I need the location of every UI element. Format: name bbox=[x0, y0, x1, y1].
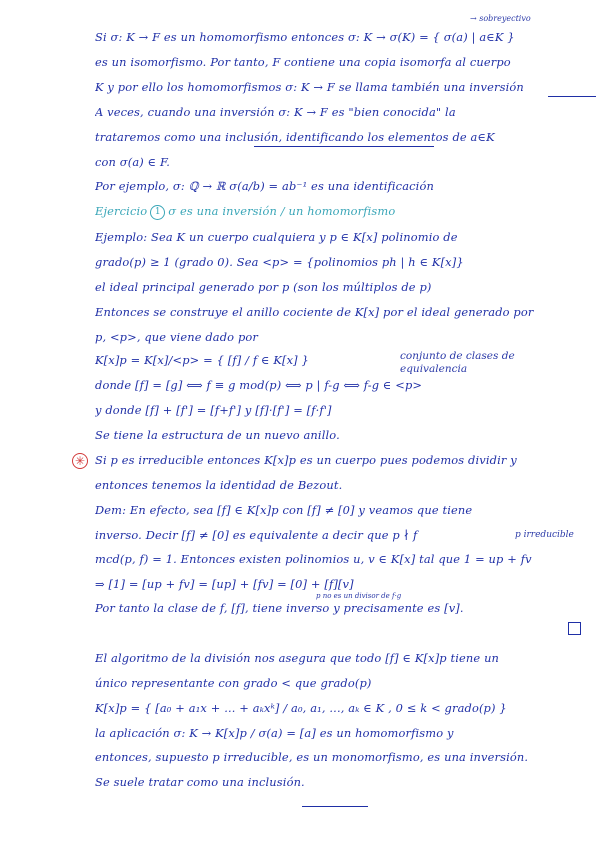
line-7: Por ejemplo, σ: ℚ → ℝ σ(a/b) = ab⁻¹ es una identificación bbox=[95, 179, 434, 193]
line-3: K y por ello los homomorfismos σ: K → F se llama también una inversión bbox=[95, 80, 524, 94]
exercise-line bbox=[95, 204, 595, 220]
line-12: Entonces se construye el anillo cociente de K[x] por el ideal generado por bbox=[95, 305, 534, 319]
end-rule bbox=[302, 806, 368, 807]
line-21: inverso. Decir [f] ≠ [0] es equivalente a decir que p ∤ f bbox=[95, 528, 418, 542]
line-20: Dem: En efecto, sea [f] ∈ K[x]p con [f] ≠ [0] y veamos que tiene bbox=[95, 503, 473, 517]
line-15: donde [f] = [g] ⟺ f ≡ g mod(p) ⟺ p | f-g ⟺ f-g ∈ <p> bbox=[95, 378, 423, 392]
line-19: entonces tenemos la identidad de Bezout. bbox=[95, 478, 343, 492]
line-22: mcd(p, f) = 1. Entonces existen polinomios u, v ∈ K[x] tal que 1 = up + fv bbox=[95, 552, 532, 566]
underline-inversion bbox=[548, 96, 596, 97]
line-28: la aplicación σ: K → K[x]p / σ(a) = [a] es un homomorfismo y bbox=[95, 726, 454, 740]
line-13: p, <p>, que viene dado por bbox=[95, 330, 259, 344]
underline-inclusion bbox=[254, 146, 310, 147]
exercise-label: Ejercicio bbox=[95, 204, 148, 218]
note-p-no-divisor: p no es un divisor de f·g bbox=[316, 592, 402, 600]
exercise-number: 1 bbox=[150, 205, 165, 220]
line-18: Si p es irreducible entonces K[x]p es un cuerpo pues podemos dividir y bbox=[95, 453, 517, 467]
note-sobreyectivo: → sobreyectivo bbox=[470, 14, 531, 23]
line-10: grado(p) ≥ 1 (grado 0). Sea <p> = {polinomios ph | h ∈ K[x]} bbox=[95, 255, 464, 269]
line-30: Se suele tratar como una inclusión. bbox=[95, 775, 305, 789]
line-14: K[x]p = K[x]/<p> = { [f] / f ∈ K[x] } bbox=[95, 353, 309, 367]
exercise-text: σ es una inversión / un homomorfismo bbox=[168, 204, 396, 218]
line-17: Se tiene la estructura de un nuevo anillo. bbox=[95, 428, 340, 442]
side-note-clases: conjunto de clases de equivalencia bbox=[400, 350, 515, 375]
line-1: Si σ: K → F es un homomorfismo entonces σ: K → σ(K) = { σ(a) | a∈K } bbox=[95, 30, 515, 44]
line-2: es un isomorfismo. Por tanto, F contiene una copia isomorfa al cuerpo bbox=[95, 55, 511, 69]
qed-square bbox=[568, 622, 581, 635]
line-23: ⇒ [1] = [up + fv] = [up] + [fv] = [0] + [f][v] bbox=[95, 577, 354, 591]
line-24: Por tanto la clase de f, [f], tiene inverso y precisamente es [v]. bbox=[95, 601, 464, 615]
line-6: con σ(a) ∈ F. bbox=[95, 155, 171, 169]
line-4: A veces, cuando una inversión σ: K → F es "bien conocida" la bbox=[95, 105, 456, 119]
line-5: trataremos como una inclusión, identificando los elementos de a∈K bbox=[95, 130, 495, 144]
line-29: entonces, supuesto p irreducible, es un monomorfismo, es una inversión. bbox=[95, 750, 529, 764]
line-27: K[x]p = { [a₀ + a₁x + ... + aₖxᵏ] / a₀, a₁, ..., aₖ ∈ K , 0 ≤ k < grado(p) } bbox=[95, 701, 507, 715]
asterisk-mark: ✳ bbox=[72, 453, 88, 469]
line-16: y donde [f] + [f'] = [f+f'] y [f]·[f'] = [f·f'] bbox=[95, 403, 332, 417]
line-9: Ejemplo: Sea K un cuerpo cualquiera y p ∈ K[x] polinomio de bbox=[95, 230, 458, 244]
underline-identificando bbox=[310, 146, 434, 147]
line-25: El algoritmo de la división nos asegura que todo [f] ∈ K[x]p tiene un bbox=[95, 651, 500, 665]
line-26: único representante con grado < que grado(p) bbox=[95, 676, 372, 690]
note-p-irreducible: p irreducible bbox=[515, 530, 574, 540]
line-11: el ideal principal generado por p (son los múltiplos de p) bbox=[95, 280, 432, 294]
